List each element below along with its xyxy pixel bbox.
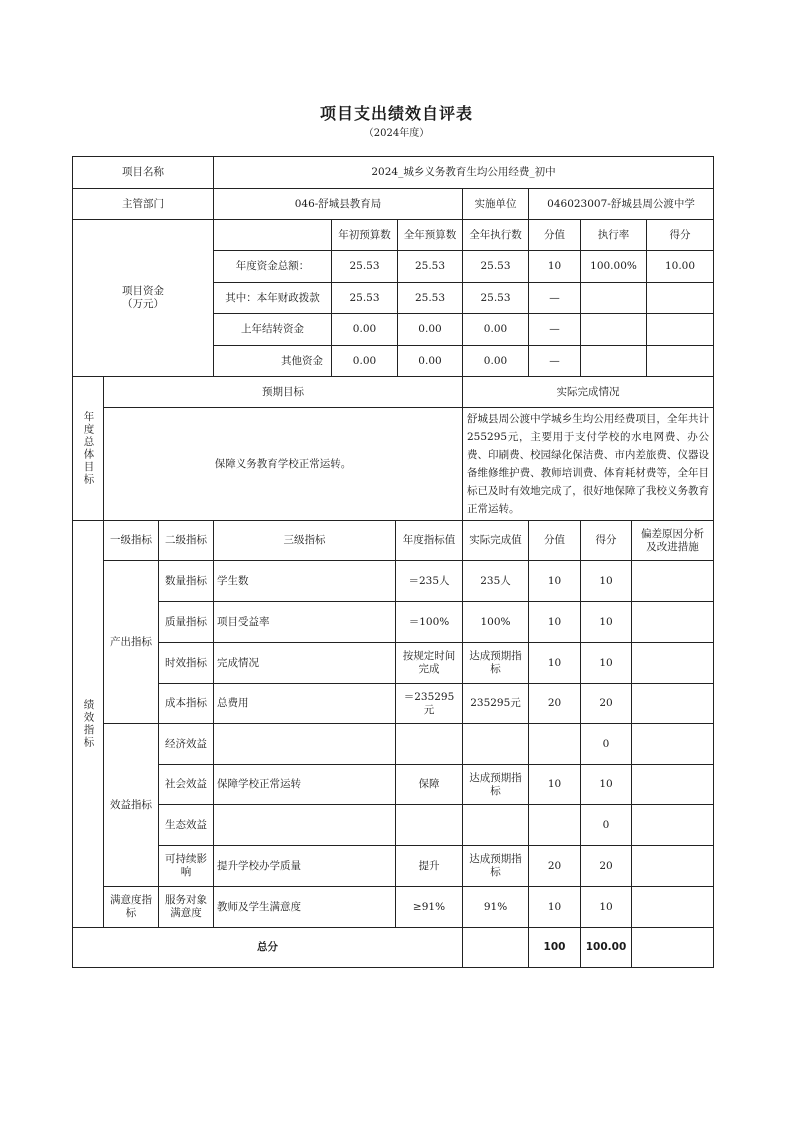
funds-header-blank [213,219,332,251]
annual-target: ＝235人 [395,560,463,602]
actual-value: 235295元 [462,683,529,724]
funds-cell-executed: 25.53 [462,250,529,283]
annual-target: ≥91% [395,886,463,928]
annual-target: 按规定时间完成 [395,642,463,684]
funds-cell-annual: 0.00 [397,345,463,377]
deviation-note [631,845,714,887]
total-score: 100.00 [580,927,632,968]
actual-value: 235人 [462,560,529,602]
funds-cell-executed: 0.00 [462,313,529,346]
actual-goal-text: 舒城县周公渡中学城乡生均公用经费项目，全年共计255295元，主要用于支付学校的水电网费、办公费、印刷费、校园绿化保洁费、市内差旅费、仪器设备维修维护费、教师培训费、体育耗材费等，全年目标已及时有效地完成了，很好地保障了我校义务教育正常运转。 [467,413,709,515]
annual-target: ＝235295元 [395,683,463,724]
annual-target: ＝100% [395,601,463,643]
dept-label: 主管部门 [72,188,214,220]
score-value: 10 [528,886,581,928]
deviation-note [631,601,714,643]
level2-indicator: 可持续影响 [158,845,214,887]
annual-target: 提升 [395,845,463,887]
score: 10 [580,886,632,928]
annual-target: 保障 [395,764,463,805]
ind-header: 实际完成值 [462,520,529,561]
funds-cell-rate [580,313,647,346]
funds-row-name: 其中：本年财政拨款 [213,282,332,314]
project-name-label: 项目名称 [72,156,214,189]
page-subtitle: （2024年度） [363,128,430,139]
dept-value: 046-舒城县教育局 [213,188,463,220]
level2-indicator: 社会效益 [158,764,214,805]
funds-header: 全年执行数 [462,219,529,251]
ind-header: 一级指标 [103,520,159,561]
funds-cell-initial: 0.00 [331,345,398,377]
funds-header: 分值 [528,219,581,251]
level3-indicator: 完成情况 [213,642,396,684]
level3-indicator: 提升学校办学质量 [213,845,396,887]
level1-benefit: 效益指标 [103,723,159,887]
level3-indicator [213,804,396,846]
funds-cell-initial: 0.00 [331,313,398,346]
funds-cell-score-value: — [528,345,581,377]
score: 10 [580,601,632,643]
ind-header: 分值 [528,520,581,561]
unit-value: 046023007-舒城县周公渡中学 [528,188,714,220]
level3-indicator: 学生数 [213,560,396,602]
actual-value: 100% [462,601,529,643]
level2-indicator: 成本指标 [158,683,214,724]
funds-cell-executed: 0.00 [462,345,529,377]
total-value: 100 [528,927,581,968]
page-title: 项目支出绩效自评表 [319,104,473,123]
actual-goal-header: 实际完成情况 [462,376,714,408]
score-value: 10 [528,601,581,643]
total-actual-blank [462,927,529,968]
actual-value: 达成预期指标 [462,642,529,684]
score-value: 10 [528,560,581,602]
funds-cell-annual: 0.00 [397,313,463,346]
deviation-note [631,683,714,724]
funds-row-name: 其他资金 [213,345,332,377]
funds-cell-initial: 25.53 [331,250,398,283]
funds-label-line2: （万元） [122,298,164,310]
goals-side-label [72,376,104,521]
level2-indicator: 时效指标 [158,642,214,684]
score-value [528,804,581,846]
actual-value: 达成预期指标 [462,764,529,805]
funds-label-line1: 项目资金 [122,285,164,297]
funds-cell-annual: 25.53 [397,282,463,314]
actual-value: 91% [462,886,529,928]
annual-target [395,804,463,846]
funds-cell-score-value: 10 [528,250,581,283]
score: 10 [580,560,632,602]
level2-indicator: 质量指标 [158,601,214,643]
ind-header: 得分 [580,520,632,561]
expected-goal-header: 预期目标 [103,376,463,408]
score: 10 [580,642,632,684]
level3-indicator: 教师及学生满意度 [213,886,396,928]
deviation-note [631,560,714,602]
funds-cell-score [646,345,714,377]
score: 20 [580,683,632,724]
funds-header: 年初预算数 [331,219,398,251]
actual-value [462,804,529,846]
level1-output: 产出指标 [103,560,159,724]
level2-indicator: 数量指标 [158,560,214,602]
indicators-side-label [72,520,104,928]
funds-label [72,219,214,377]
level2-indicator: 服务对象满意度 [158,886,214,928]
funds-cell-rate: 100.00% [580,250,647,283]
level3-indicator: 保障学校正常运转 [213,764,396,805]
funds-cell-rate [580,282,647,314]
funds-cell-score [646,282,714,314]
funds-cell-annual: 25.53 [397,250,463,283]
deviation-note [631,642,714,684]
funds-cell-rate [580,345,647,377]
ind-header: 二级指标 [158,520,214,561]
unit-label: 实施单位 [462,188,529,220]
actual-goal-cell [462,407,714,521]
deviation-note [631,886,714,928]
deviation-note [631,723,714,765]
ind-header: 三级指标 [213,520,396,561]
level1-satisfaction: 满意度指标 [103,886,159,928]
actual-value [462,723,529,765]
actual-value: 达成预期指标 [462,845,529,887]
total-label: 总分 [72,927,463,968]
funds-header: 得分 [646,219,714,251]
level3-indicator: 项目受益率 [213,601,396,643]
score: 20 [580,845,632,887]
level2-indicator: 生态效益 [158,804,214,846]
funds-header: 执行率 [580,219,647,251]
project-name-value: 2024_城乡义务教育生均公用经费_初中 [213,156,714,189]
funds-cell-score: 10.00 [646,250,714,283]
funds-row-name: 年度资金总额： [213,250,332,283]
score-value: 10 [528,764,581,805]
deviation-note [631,804,714,846]
score-value: 10 [528,642,581,684]
goals-side-label-text: 年度总体目标 [82,411,95,486]
total-note [631,927,714,968]
score-value: 20 [528,845,581,887]
indicators-side-label-text: 绩效指标 [82,699,95,749]
score: 0 [580,804,632,846]
score-value [528,723,581,765]
funds-cell-score-value: — [528,282,581,314]
score: 10 [580,764,632,805]
ind-header: 年度指标值 [395,520,463,561]
ind-header: 偏差原因分析及改进措施 [631,520,714,561]
funds-cell-executed: 25.53 [462,282,529,314]
funds-cell-score-value: — [528,313,581,346]
level3-indicator: 总费用 [213,683,396,724]
annual-target [395,723,463,765]
funds-cell-initial: 25.53 [331,282,398,314]
funds-row-name: 上年结转资金 [213,313,332,346]
funds-header: 全年预算数 [397,219,463,251]
deviation-note [631,764,714,805]
score-value: 20 [528,683,581,724]
expected-goal-text: 保障义务教育学校正常运转。 [103,407,463,521]
score: 0 [580,723,632,765]
level2-indicator: 经济效益 [158,723,214,765]
level3-indicator [213,723,396,765]
funds-cell-score [646,313,714,346]
